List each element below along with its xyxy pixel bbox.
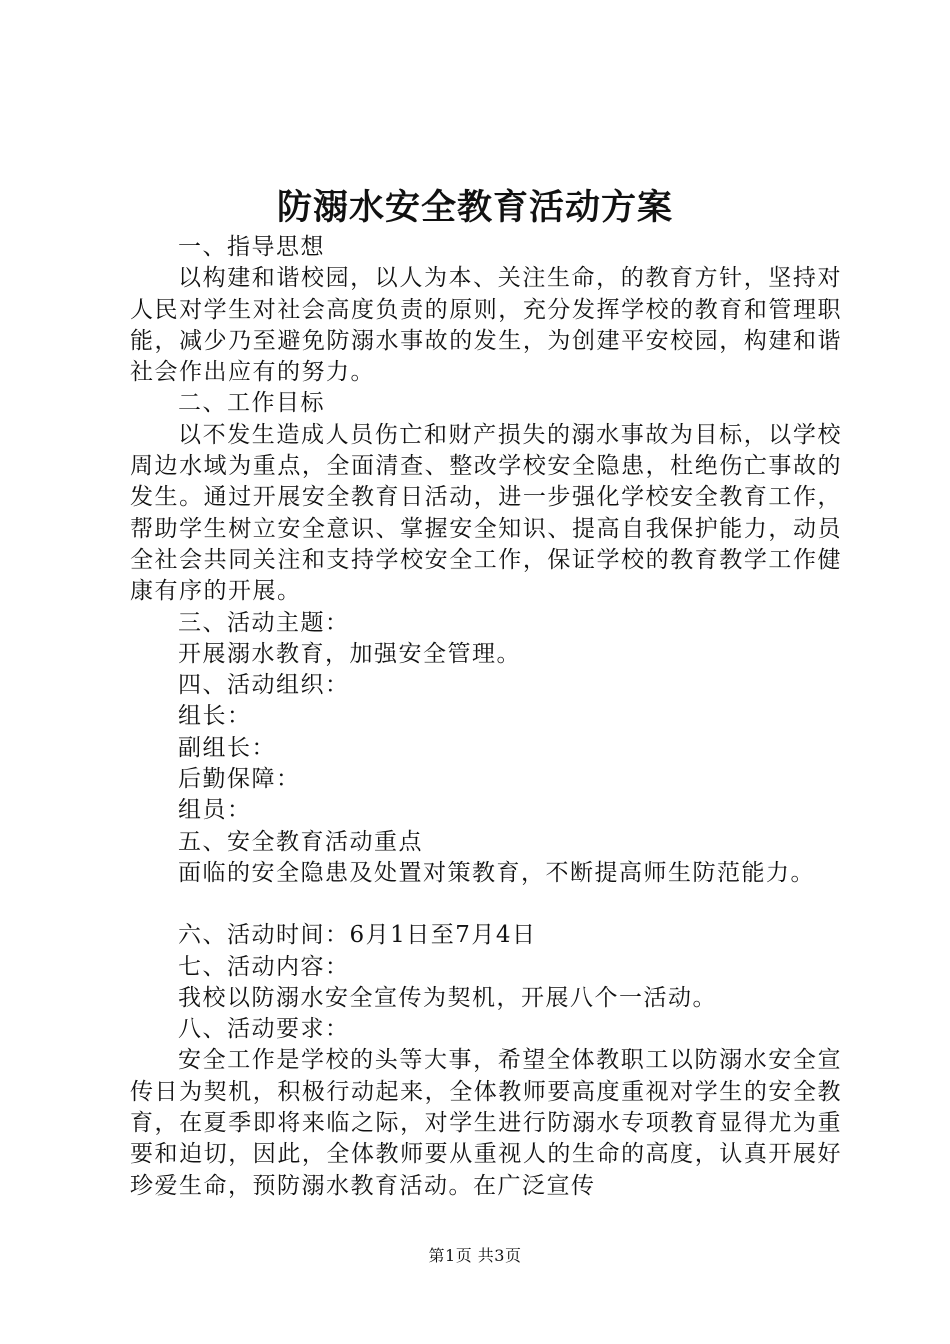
section-heading-time: 六、活动时间：6月1日至7月4日 bbox=[178, 922, 537, 949]
org-members: 组员： bbox=[178, 797, 252, 824]
paragraph-guiding-thought: 以构建和谐校园，以人为本、关注生命，的教育方针，坚持对人民对学生对社会高度负责的原则，充分发挥学校的教育和管理职能，减少乃至避免防溺水事故的发生，为创建平安校园，构建和谐社会作出应有的努力。 bbox=[130, 265, 842, 386]
paragraph-requirements: 安全工作是学校的头等大事，希望全体教职工以防溺水安全宣传日为契机，积极行动起来，全体教师要高度重视对学生的安全教育，在夏季即将来临之际，对学生进行防溺水专项教育显得尤为重要和迫切，因此，全体教师要从重视人的生命的高度，认真开展好珍爱生命，预防溺水教育活动。在广泛宣传 bbox=[130, 1047, 842, 1199]
section-heading-theme: 三、活动主题： bbox=[178, 609, 350, 636]
org-logistics: 后勤保障： bbox=[178, 766, 301, 793]
org-leader: 组长： bbox=[178, 703, 252, 730]
section-heading-work-goal: 二、工作目标 bbox=[178, 390, 325, 417]
document-body bbox=[130, 232, 842, 1202]
document-title: 防溺水安全教育活动方案 bbox=[276, 187, 673, 228]
section-heading-content: 七、活动内容： bbox=[178, 953, 350, 980]
paragraph-content: 我校以防溺水安全宣传为契机，开展八个一活动。 bbox=[178, 984, 717, 1011]
paragraph-theme: 开展溺水教育，加强安全管理。 bbox=[178, 640, 521, 667]
section-heading-focus: 五、安全教育活动重点 bbox=[178, 828, 423, 855]
org-deputy-leader: 副组长： bbox=[178, 734, 276, 761]
section-heading-requirements: 八、活动要求： bbox=[178, 1016, 350, 1043]
page-footer: 第1页 共3页 bbox=[428, 1246, 522, 1265]
section-heading-guiding-thought: 一、指导思想 bbox=[178, 234, 325, 260]
blank-line bbox=[130, 889, 842, 920]
paragraph-work-goal: 以不发生造成人员伤亡和财产损失的溺水事故为目标，以学校周边水域为重点，全面清查、整改学校安全隐患，杜绝伤亡事故的发生。通过开展安全教育日活动，进一步强化学校安全教育工作，帮助学生树立安全意识、掌握安全知识、提高自我保护能力，动员全社会共同关注和支持学校安全工作，保证学校的教育教学工作健康有序的开展。 bbox=[130, 421, 842, 605]
section-heading-organization: 四、活动组织： bbox=[178, 672, 350, 699]
paragraph-focus: 面临的安全隐患及处置对策教育，不断提高师生防范能力。 bbox=[178, 859, 815, 886]
